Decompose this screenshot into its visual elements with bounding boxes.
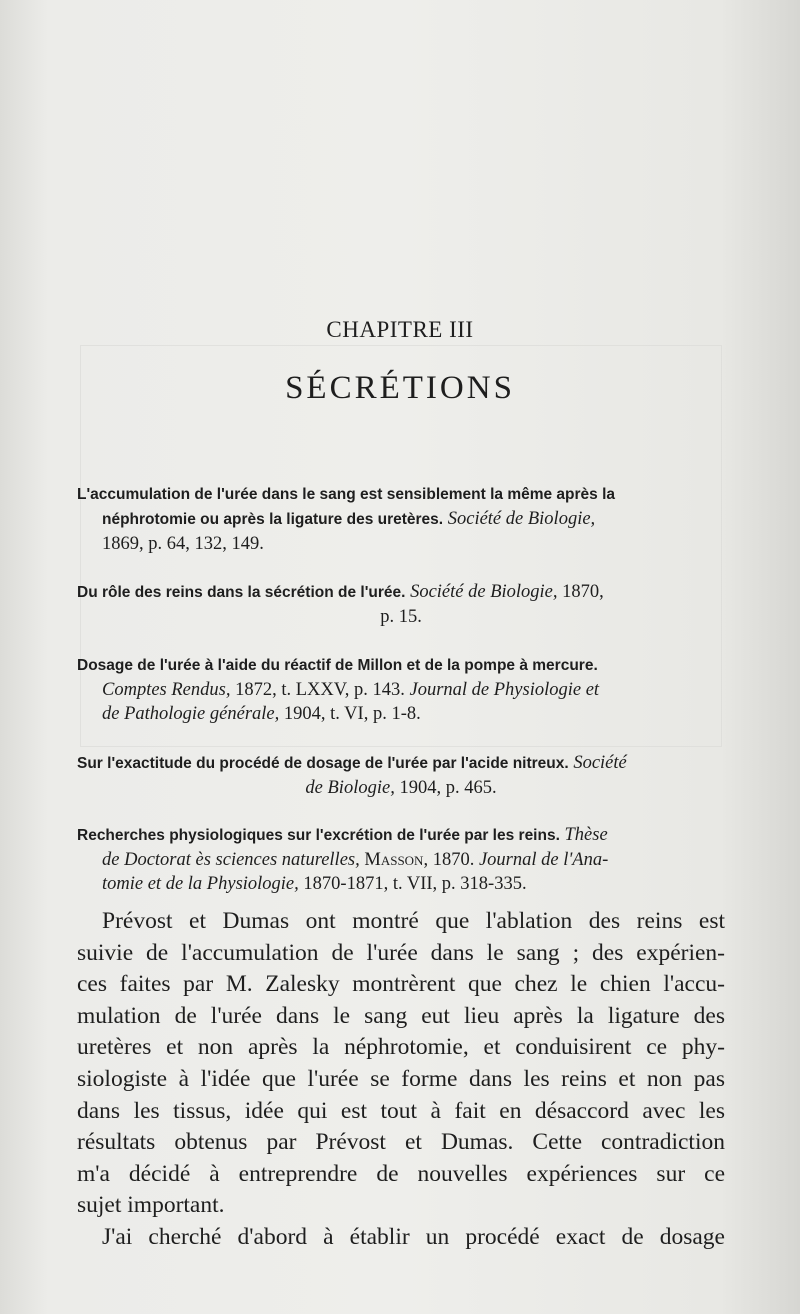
reference-entry	[77, 823, 725, 896]
reference-title: L'accumulation de l'urée dans le sang est sensiblement la même après la	[77, 486, 616, 503]
reference-year: 1870.	[432, 850, 475, 870]
reference-citation: 1869, p. 64, 132, 149.	[102, 534, 264, 554]
reference-journal-cont: tomie et de la Physiologie,	[102, 874, 299, 894]
reference-thesis-cont: de Doctorat ès sciences naturelles,	[102, 850, 360, 870]
text-line: mulation de l'urée dans le sang eut lieu après la ligature des	[77, 1002, 725, 1029]
reference-title: Recherches physiologiques sur l'excrétion de l'urée par les reins.	[77, 827, 560, 844]
reference-journal: Société de Biologie,	[447, 509, 596, 529]
reference-citation: 1870-1871, t. VII, p. 318-335.	[303, 874, 527, 894]
text-line: résultats obtenus par Prévost et Dumas. Cette contradiction	[77, 1129, 725, 1156]
reference-journal-cont: de Biologie,	[305, 778, 395, 798]
reference-citation: p. 15.	[380, 607, 422, 627]
reference-title-continued: néphrotomie ou après la ligature des uretères.	[102, 511, 444, 528]
reference-citation-second: 1904, t. VI, p. 1-8.	[283, 704, 421, 724]
text-line: uretères et non après la néphrotomie, et conduisirent ce phy-	[77, 1034, 725, 1061]
reference-journal-second: Journal de Physiologie et	[409, 680, 600, 700]
text-line: dans les tissus, idée qui est tout à fait en désaccord avec les	[77, 1097, 725, 1124]
text-line: J'ai cherché d'abord à établir un procédé exact de dosage	[102, 1223, 725, 1250]
reference-citation: 1872, t. LXXV, p. 143.	[235, 680, 405, 700]
text-line: sujet important.	[77, 1192, 225, 1219]
reference-journal: Journal de l'Ana-	[478, 850, 609, 870]
section-title: SÉCRÉTIONS	[285, 370, 515, 406]
reference-journal: Comptes Rendus,	[102, 680, 231, 700]
reference-entry	[77, 482, 725, 556]
reference-entry	[77, 580, 725, 629]
text-line: suivie de l'accumulation de l'urée dans le sang ; des expérien-	[77, 939, 725, 966]
reference-year: 1870,	[562, 582, 604, 602]
reference-journal: Société de Biologie,	[410, 582, 558, 602]
reference-citation: 1904, p. 465.	[399, 778, 497, 798]
chapter-label: CHAPITRE III	[326, 317, 474, 342]
reference-thesis: Thèse	[564, 825, 608, 845]
text-line: Prévost et Dumas ont montré que l'ablation des reins est	[102, 908, 725, 934]
reference-entry	[77, 751, 725, 800]
reference-title: Sur l'exactitude du procédé de dosage de l'urée par l'acide nitreux.	[77, 755, 569, 772]
reference-entry	[77, 653, 725, 726]
text-line: m'a décidé à entreprendre de nouvelles expériences sur ce	[77, 1160, 725, 1187]
paragraph-1	[77, 906, 725, 1222]
reference-publisher: Masson,	[364, 850, 429, 870]
paragraph-2	[77, 1222, 725, 1254]
reference-title: Du rôle des reins dans la sécrétion de l'urée.	[77, 584, 406, 601]
text-line: ces faites par M. Zalesky montrèrent que chez le chien l'accu-	[77, 971, 725, 998]
reference-title: Dosage de l'urée à l'aide du réactif de Millon et de la pompe à mercure.	[77, 657, 598, 674]
reference-journal-second-cont: de Pathologie générale,	[102, 704, 280, 724]
reference-journal: Société	[573, 753, 627, 773]
body-text	[77, 906, 725, 1254]
text-line: siologiste à l'idée que l'urée se forme dans les reins et non pas	[77, 1065, 725, 1092]
